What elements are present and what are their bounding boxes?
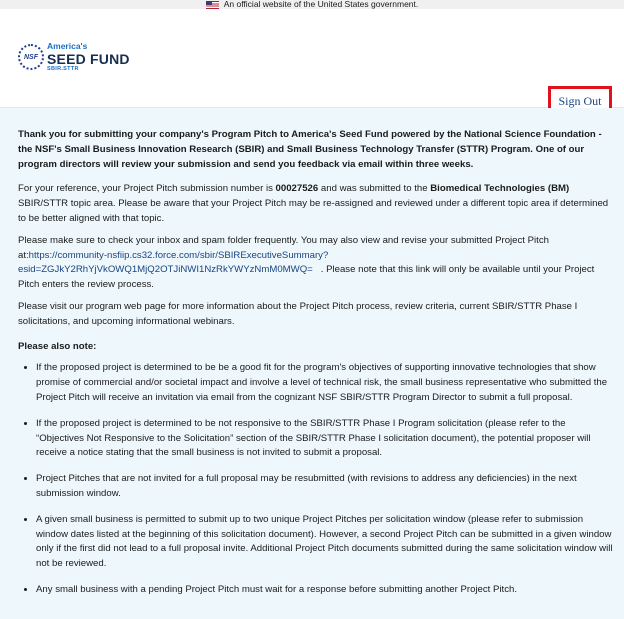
executive-summary-link[interactable]: https://community-nsfiip.cs32.force.com/sbir/SBIRExecutiveSummary?esid=ZGJkY2RhYjVkOWQ1MjQ2OTJiNWI1NzRkYWYzNmM0MWQ=	[18, 249, 329, 276]
reference-text-1: For your reference, your Project Pitch submission number is	[18, 183, 276, 195]
list-item: • If the proposed project is determined to be not responsive to the SBIR/STTR Phase I Program solicitation (please refer to the “Objectives Not Responsive to the Solicitation” section of the SBIR/STTR Phase I solicitation document), the potential proposer will receive a notice stating that the small business is not invited to submit a proposal.	[36, 417, 616, 461]
visit-paragraph: Please visit our program web page for more information about the Project Pitch process, review criteria, current SBIR/STTR Phase I solicitations, and upcoming informational webinars.	[18, 300, 578, 327]
nsf-seal-icon: NSF	[18, 44, 44, 70]
logo-line-2: SEED FUND	[47, 50, 130, 67]
gov-banner-text: An official website of the United States government.	[223, 0, 419, 9]
notes-list	[18, 361, 616, 597]
us-flag-icon	[206, 1, 219, 9]
check-text-1: Please make sure to check your inbox and spam folder frequently. You may also view and revise your submitted Project Pitch at:	[18, 234, 549, 261]
note-heading: Please also note:	[18, 340, 97, 352]
reference-paragraph	[18, 182, 616, 226]
check-paragraph	[18, 234, 616, 293]
intro-text: Thank you for submitting your company's Program Pitch to America's Seed Fund powered by the National Science Foundation - the NSF's Small Business Innovation Research (SBIR) and Small Business Technology Transfer (STTR) Program. One of our program directors will review your submission and send you feedback via email within three weeks.	[18, 129, 602, 170]
list-item: • Any small business with a pending Project Pitch must wait for a response before submitting another Project Pitch.	[36, 583, 616, 598]
list-item: • A given small business is permitted to submit up to two unique Project Pitches per solicitation window (please refer to submission window dates listed at the beginning of this solicitation document). However, a second Project Pitch can be submitted in a given window only if the first did not lead to a full proposal invite. Additional Project Pitch documents submitted during the same solicitation window will not be reviewed.	[36, 513, 616, 572]
sign-out-button[interactable]: Sign Out	[548, 86, 612, 116]
reference-text-2: and was submitted to the	[318, 183, 431, 195]
list-item: • If the proposed project is determined to be be a good fit for the program's objectives of supporting innovative technologies that show promise of commercial and/or societal impact and involve a level of technical risk, the small business representative who submitted the Project Pitch will receive an invitation via email from the cognizant NSF SBIR/STTR Program Director to submit a full proposal.	[36, 361, 616, 405]
site-header	[0, 9, 624, 108]
reference-text-3: SBIR/STTR topic area. Please be aware that your Project Pitch may be re-assigned and reviewed under a different topic area if determined to be better aligned with that topic.	[18, 198, 609, 224]
logo-line-1: America's	[47, 41, 88, 51]
check-text-2: . Please note that this link will only be available until your Project Pitch enters the review process.	[18, 264, 598, 291]
logo-text	[47, 42, 130, 72]
logo-line-3: SBIR.STTR	[47, 65, 79, 72]
topic-area: Biomedical Technologies (BM)	[430, 183, 570, 195]
confirmation-content	[0, 108, 624, 619]
gov-banner	[0, 0, 624, 9]
submission-number: 00027526	[275, 183, 319, 195]
list-item: • Project Pitches that are not invited for a full proposal may be resubmitted (with revisions to address any deficiencies) in the next submission window.	[36, 472, 616, 502]
seed-fund-logo[interactable]	[18, 42, 130, 72]
